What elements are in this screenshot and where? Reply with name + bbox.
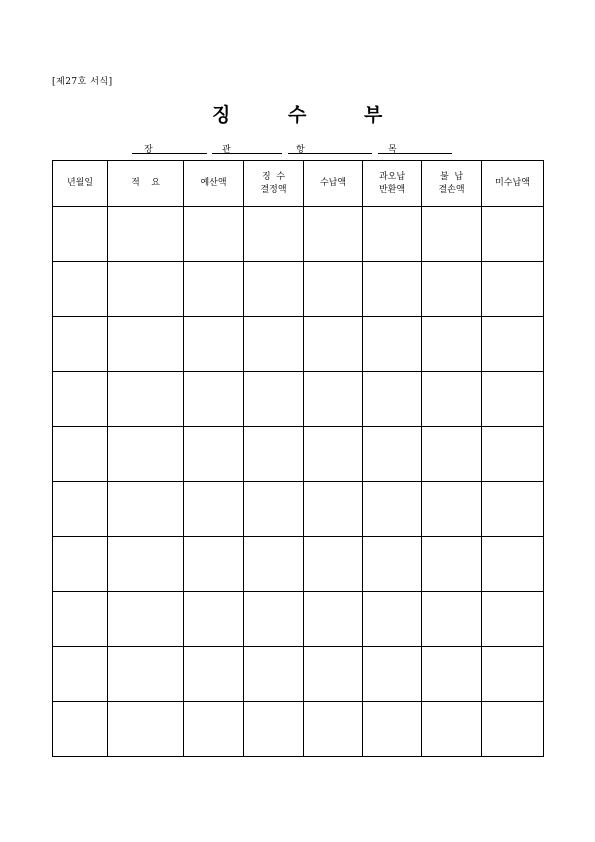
- col-refund-amount-label-1: 과오납: [378, 171, 406, 182]
- table-cell[interactable]: [53, 372, 108, 427]
- col-received-amount-label: 수납액: [319, 178, 347, 188]
- table-row: [53, 207, 544, 262]
- col-budget-amount-header: [184, 161, 244, 207]
- form-number: [제27호 서식]: [52, 77, 113, 87]
- table-row: [53, 427, 544, 482]
- col-collection-decided-header: [244, 161, 304, 207]
- table-cell[interactable]: [304, 647, 363, 702]
- table-cell[interactable]: [363, 647, 422, 702]
- table-cell[interactable]: [482, 262, 544, 317]
- table-cell[interactable]: [184, 482, 244, 537]
- table-cell[interactable]: [363, 482, 422, 537]
- table-cell[interactable]: [422, 537, 482, 592]
- title-char-2: 수: [288, 104, 307, 126]
- col-description-label: 적 요: [131, 178, 160, 188]
- col-date-header: [53, 161, 108, 207]
- table-cell[interactable]: [244, 482, 304, 537]
- table-cell[interactable]: [53, 427, 108, 482]
- col-description-header: [108, 161, 184, 207]
- table-cell[interactable]: [184, 702, 244, 757]
- classification-mok: [378, 142, 452, 154]
- col-collection-decided-label-1: 징 수: [261, 171, 286, 182]
- table-cell[interactable]: [108, 702, 184, 757]
- table-cell[interactable]: [53, 262, 108, 317]
- table-row: [53, 702, 544, 757]
- table-cell[interactable]: [482, 482, 544, 537]
- table-cell[interactable]: [184, 427, 244, 482]
- table-cell[interactable]: [482, 592, 544, 647]
- table-row: [53, 317, 544, 372]
- col-received-amount-header: [304, 161, 363, 207]
- table-cell[interactable]: [482, 537, 544, 592]
- table-row: [53, 537, 544, 592]
- table-cell[interactable]: [422, 427, 482, 482]
- table-cell[interactable]: [482, 372, 544, 427]
- table-cell[interactable]: [184, 372, 244, 427]
- document-title: [0, 100, 595, 128]
- table-cell[interactable]: [363, 372, 422, 427]
- table-cell[interactable]: [108, 207, 184, 262]
- table-cell[interactable]: [363, 317, 422, 372]
- table-row: [53, 372, 544, 427]
- classification-jang: [132, 142, 207, 154]
- table-cell[interactable]: [53, 647, 108, 702]
- classification-gwan-underline: [212, 153, 282, 154]
- table-cell[interactable]: [363, 592, 422, 647]
- table-cell[interactable]: [363, 262, 422, 317]
- classification-hang-label: 항: [296, 145, 305, 155]
- table-cell[interactable]: [304, 537, 363, 592]
- table-cell[interactable]: [363, 207, 422, 262]
- table-header-row: [53, 161, 544, 207]
- table-cell[interactable]: [108, 262, 184, 317]
- table-cell[interactable]: [244, 647, 304, 702]
- table-cell[interactable]: [363, 537, 422, 592]
- table-cell[interactable]: [482, 207, 544, 262]
- budget-classification-row: [52, 142, 543, 156]
- table-cell[interactable]: [422, 207, 482, 262]
- table-cell[interactable]: [184, 317, 244, 372]
- classification-hang: [288, 142, 372, 154]
- col-unpaid-amount-label: 미수납액: [495, 178, 530, 188]
- table-cell[interactable]: [422, 647, 482, 702]
- table-cell[interactable]: [244, 592, 304, 647]
- table-cell[interactable]: [304, 372, 363, 427]
- table-cell[interactable]: [482, 647, 544, 702]
- classification-jang-label: 장: [144, 145, 153, 155]
- table-cell[interactable]: [53, 317, 108, 372]
- title-char-3: 부: [364, 104, 383, 126]
- table-cell[interactable]: [244, 317, 304, 372]
- table-cell[interactable]: [244, 702, 304, 757]
- table-cell[interactable]: [53, 537, 108, 592]
- classification-mok-label: 목: [388, 145, 397, 155]
- table-cell[interactable]: [304, 317, 363, 372]
- col-refund-amount-header: [363, 161, 422, 207]
- table-cell[interactable]: [244, 207, 304, 262]
- table-cell[interactable]: [108, 427, 184, 482]
- table-cell[interactable]: [422, 372, 482, 427]
- table-cell[interactable]: [482, 317, 544, 372]
- ledger-body: [53, 207, 544, 757]
- table-cell[interactable]: [363, 702, 422, 757]
- table-cell[interactable]: [108, 317, 184, 372]
- classification-jang-underline: [132, 153, 207, 154]
- title-char-1: 징: [212, 104, 231, 126]
- collection-ledger-table: [52, 160, 544, 757]
- table-cell[interactable]: [422, 592, 482, 647]
- table-row: [53, 482, 544, 537]
- table-cell[interactable]: [363, 427, 422, 482]
- table-cell[interactable]: [422, 702, 482, 757]
- table-cell[interactable]: [422, 262, 482, 317]
- table-cell[interactable]: [304, 482, 363, 537]
- table-cell[interactable]: [304, 592, 363, 647]
- table-cell[interactable]: [108, 647, 184, 702]
- classification-gwan-label: 관: [222, 145, 231, 155]
- table-row: [53, 647, 544, 702]
- table-cell[interactable]: [422, 482, 482, 537]
- classification-gwan: [212, 142, 282, 154]
- table-cell[interactable]: [108, 537, 184, 592]
- table-cell[interactable]: [53, 482, 108, 537]
- table-cell[interactable]: [304, 427, 363, 482]
- table-row: [53, 262, 544, 317]
- table-cell[interactable]: [108, 592, 184, 647]
- table-cell[interactable]: [184, 647, 244, 702]
- table-cell[interactable]: [304, 207, 363, 262]
- col-budget-amount-label: 예산액: [200, 178, 227, 188]
- table-cell[interactable]: [244, 427, 304, 482]
- table-cell[interactable]: [244, 372, 304, 427]
- classification-hang-underline: [288, 153, 372, 154]
- col-date-label: 년월일: [66, 178, 94, 188]
- table-cell[interactable]: [53, 207, 108, 262]
- col-deficit-amount-label-1: 불 납: [439, 171, 464, 182]
- col-collection-decided-label-2: 결정액: [260, 184, 287, 195]
- table-cell[interactable]: [422, 317, 482, 372]
- table-cell[interactable]: [184, 592, 244, 647]
- table-cell[interactable]: [108, 482, 184, 537]
- col-unpaid-amount-header: [482, 161, 544, 207]
- table-cell[interactable]: [53, 702, 108, 757]
- table-cell[interactable]: [482, 427, 544, 482]
- table-cell[interactable]: [482, 702, 544, 757]
- table-cell[interactable]: [244, 537, 304, 592]
- table-cell[interactable]: [108, 372, 184, 427]
- table-cell[interactable]: [53, 592, 108, 647]
- col-refund-amount-label-2: 반환액: [378, 184, 406, 195]
- table-cell[interactable]: [184, 207, 244, 262]
- col-deficit-amount-label-2: 결손액: [438, 184, 465, 195]
- table-cell[interactable]: [304, 262, 363, 317]
- table-cell[interactable]: [244, 262, 304, 317]
- classification-mok-underline: [378, 153, 452, 154]
- col-deficit-amount-header: [422, 161, 482, 207]
- table-row: [53, 592, 544, 647]
- table-cell[interactable]: [184, 262, 244, 317]
- table-cell[interactable]: [184, 537, 244, 592]
- table-cell[interactable]: [304, 702, 363, 757]
